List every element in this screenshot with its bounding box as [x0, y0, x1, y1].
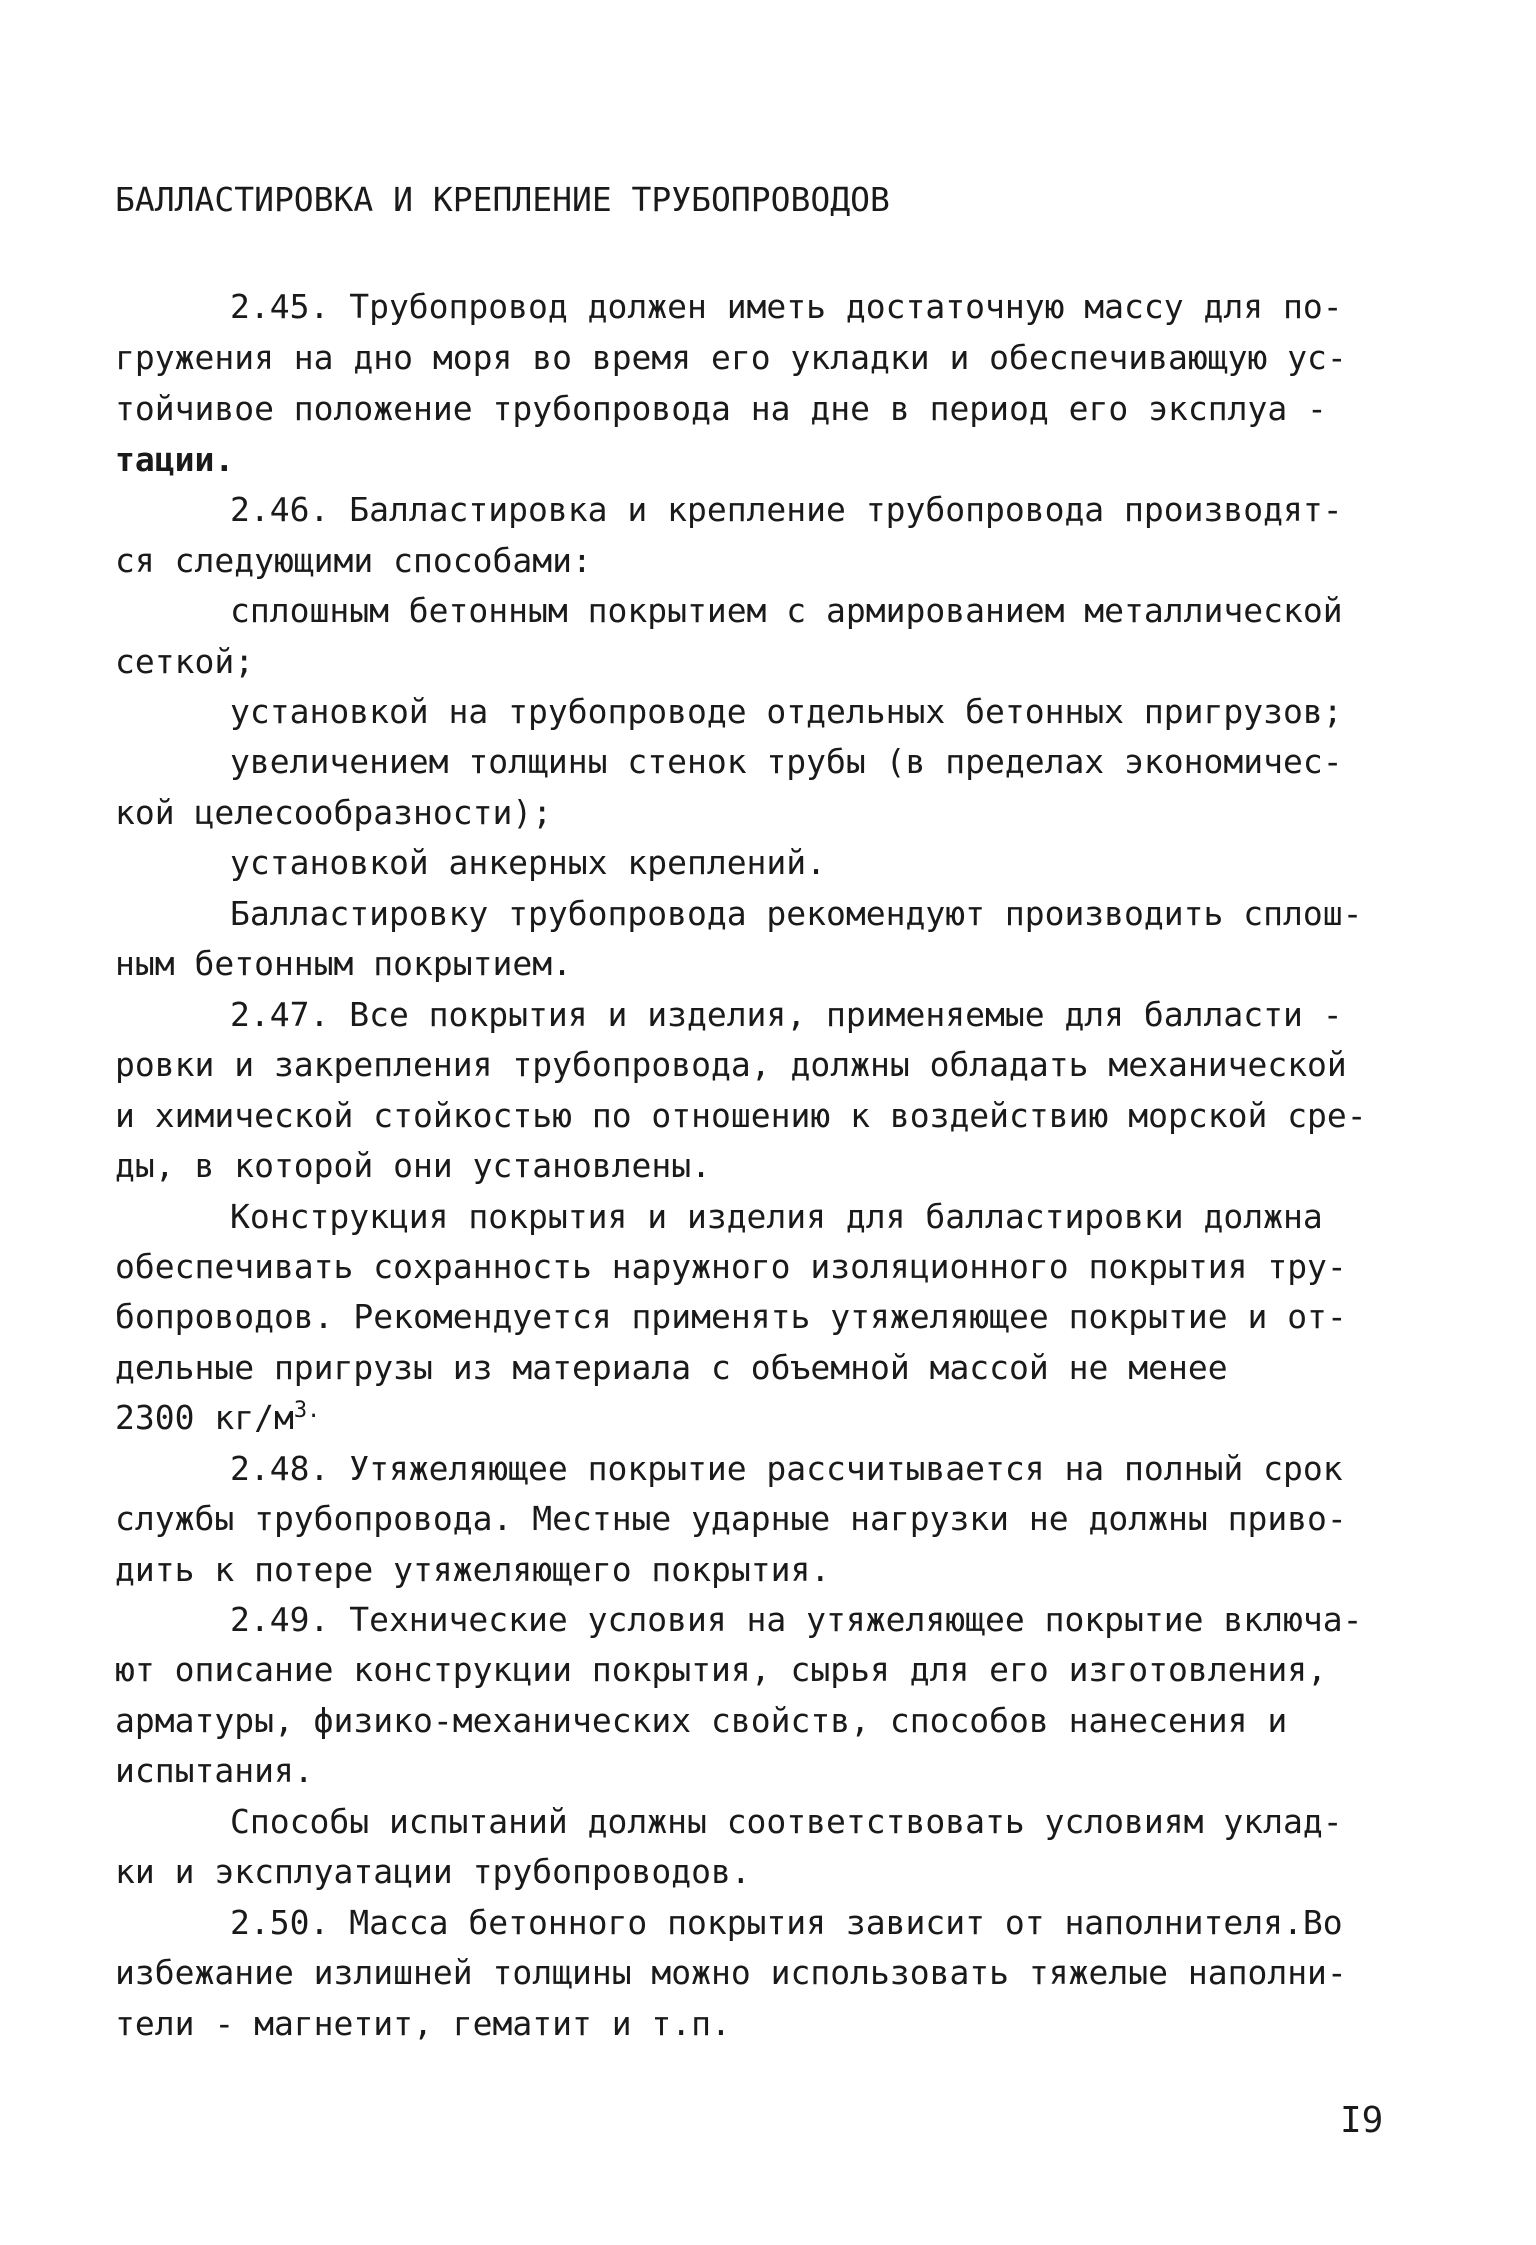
text-line: и химической стойкостью по отношению к воздействию морской сре- [115, 1096, 1367, 1135]
page-number: I9 [1340, 2100, 1384, 2141]
text-line: сплошным бетонным покрытием с армированием металлической [230, 591, 1343, 630]
unit-text: 2300 кг/м [115, 1398, 294, 1437]
text-line: ся следующими способами: [115, 541, 592, 580]
text-line: бопроводов. Рекомендуется применять утяжеляющее покрытие и от- [115, 1297, 1347, 1336]
text-line: тели - магнетит, гематит и т.п. [115, 2004, 731, 2043]
text-line: установкой на трубопроводе отдельных бетонных пригрузов; [230, 692, 1343, 731]
text-line: 2.45. Трубопровод должен иметь достаточную массу для по- [230, 287, 1343, 326]
text-line: гружения на дно моря во время его укладки и обеспечивающую ус- [115, 338, 1347, 377]
text-line: ровки и закрепления трубопровода, должны обладать механической [115, 1045, 1347, 1084]
text-line: кой целесообразности); [115, 793, 553, 832]
text-line: 2.47. Все покрытия и изделия, применяемые для балласти - [230, 995, 1343, 1034]
text-line: арматуры, физико-механических свойств, способов нанесения и [115, 1701, 1288, 1740]
text-line: ным бетонным покрытием. [115, 944, 572, 983]
text-line: Балластировку трубопровода рекомендуют производить сплош- [230, 894, 1363, 933]
text-line: службы трубопровода. Местные ударные нагрузки не должны приво- [115, 1499, 1347, 1538]
text-line: 2.48. Утяжеляющее покрытие рассчитывается на полный срок [230, 1449, 1343, 1488]
text-line: установкой анкерных креплений. [230, 843, 827, 882]
text-line: ют описание конструкции покрытия, сырья для его изготовления, [115, 1650, 1327, 1689]
text-line: ки и эксплуатации трубопроводов. [115, 1852, 751, 1891]
text-line: дельные пригрузы из материала с объемной массой не менее [115, 1348, 1228, 1387]
text-line: тации. [115, 440, 235, 479]
text-line: обеспечивать сохранность наружного изоляционного покрытия тру- [115, 1247, 1347, 1286]
text-line: увеличением толщины стенок трубы (в пределах экономичес- [230, 742, 1343, 781]
text-line: Конструкция покрытия и изделия для балластировки должна [230, 1197, 1323, 1236]
text-line: тойчивое положение трубопровода на дне в период его эксплуа - [115, 389, 1327, 428]
text-line: испытания. [115, 1751, 314, 1790]
text-line: 2.50. Масса бетонного покрытия зависит от наполнителя.Во [230, 1903, 1343, 1942]
text-line: 2.46. Балластировка и крепление трубопровода производят- [230, 490, 1343, 529]
text-line: ды, в которой они установлены. [115, 1146, 712, 1185]
text-line: дить к потере утяжеляющего покрытия. [115, 1550, 831, 1589]
text-line: избежание излишней толщины можно использовать тяжелые наполни- [115, 1953, 1347, 1992]
text-line: 2.49. Технические условия на утяжеляющее покрытие включа- [230, 1600, 1363, 1639]
section-heading: БАЛЛАСТИРОВКА И КРЕПЛЕНИЕ ТРУБОПРОВОДОВ [115, 180, 890, 219]
text-line: Способы испытаний должны соответствовать условиям уклад- [230, 1802, 1343, 1841]
text-line [115, 1398, 321, 1437]
text-line: сеткой; [115, 642, 255, 681]
superscript: 3. [293, 1398, 321, 1423]
